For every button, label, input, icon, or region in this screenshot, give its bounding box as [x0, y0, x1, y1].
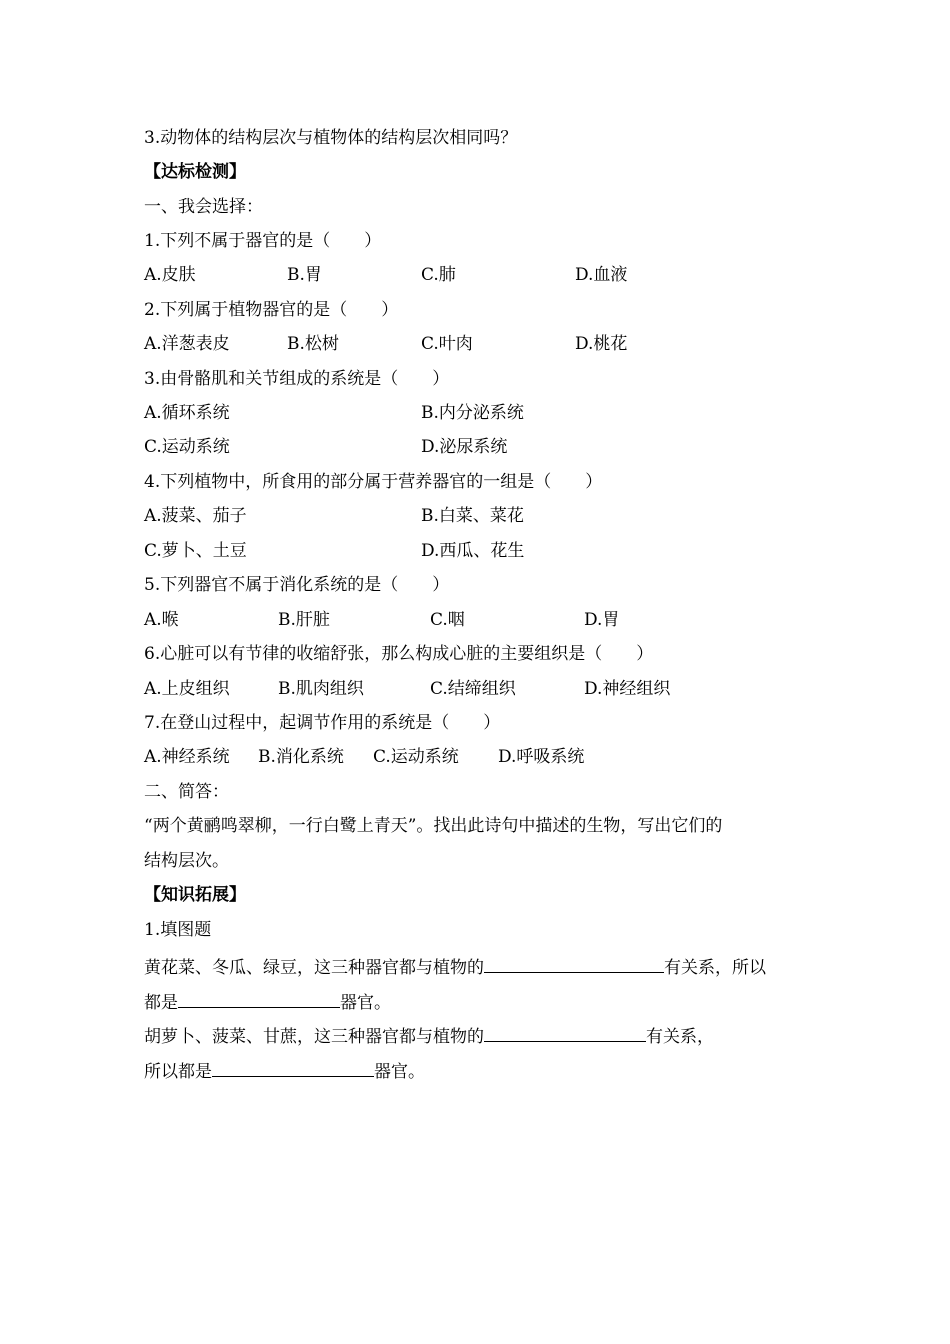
option-a: A.神经系统 [144, 747, 230, 767]
question-stem: 6.心脏可以有节律的收缩舒张，那么构成心脏的主要组织是（ ） [144, 644, 654, 664]
section-heading-test: 【达标检测】 [144, 162, 246, 182]
option-b: B.松树 [287, 334, 339, 354]
question-stem: 1.下列不属于器官的是（ ） [144, 231, 382, 251]
fill-blank-2[interactable] [178, 989, 340, 1008]
option-d: D.西瓜、花生 [421, 541, 525, 561]
option-c: C.咽 [430, 610, 465, 630]
option-b: B.胃 [287, 265, 322, 285]
option-a: A.循环系统 [144, 403, 230, 423]
option-a: A.上皮组织 [144, 679, 230, 699]
intro-question: 3.动物体的结构层次与植物体的结构层次相同吗？ [144, 128, 518, 148]
option-d: D.神经组织 [584, 679, 671, 699]
question-stem: 7.在登山过程中，起调节作用的系统是（ ） [144, 713, 501, 733]
option-d: D.泌尿系统 [421, 437, 508, 457]
fill-blank-4[interactable] [212, 1058, 374, 1077]
part2-title: 二、简答： [144, 782, 229, 802]
option-a: A.喉 [144, 610, 179, 630]
fill-sentence-2 [144, 1023, 714, 1047]
option-c: C.运动系统 [144, 437, 230, 457]
fill-text: 胡萝卜、菠菜、甘蔗，这三种器官都与植物的 [144, 1027, 484, 1047]
option-a: A.皮肤 [144, 265, 196, 285]
fill-sentence-1 [144, 954, 766, 978]
option-d: D.胃 [584, 610, 620, 630]
fill-text: 有关系， [646, 1027, 714, 1047]
option-c: C.运动系统 [373, 747, 459, 767]
part1-title: 一、我会选择： [144, 197, 263, 217]
fill-text: 黄花菜、冬瓜、绿豆，这三种器官都与植物的 [144, 958, 484, 978]
option-d: D.血液 [575, 265, 628, 285]
fill-text: 器官。 [340, 993, 391, 1013]
option-a: A.洋葱表皮 [144, 334, 230, 354]
fill-blank-3[interactable] [484, 1023, 646, 1042]
question-stem: 3.由骨骼肌和关节组成的系统是（ ） [144, 369, 450, 389]
option-d: D.桃花 [575, 334, 628, 354]
fill-title: 1.填图题 [144, 920, 212, 940]
option-b: B.肝脏 [278, 610, 330, 630]
option-c: C.结缔组织 [430, 679, 516, 699]
fill-blank-1[interactable] [484, 954, 664, 973]
fill-text: 器官。 [374, 1062, 425, 1082]
short-answer-line1: “两个黄鹂鸣翠柳，一行白鹭上青天”。找出此诗句中描述的生物，写出它们的 [144, 816, 723, 836]
option-c: C.叶肉 [421, 334, 473, 354]
option-c: C.肺 [421, 265, 456, 285]
fill-sentence-2-cont [144, 1058, 425, 1082]
option-a: A.菠菜、茄子 [144, 506, 247, 526]
short-answer-line2: 结构层次。 [144, 851, 229, 871]
option-d: D.呼吸系统 [498, 747, 585, 767]
section-heading-ext: 【知识拓展】 [144, 885, 246, 905]
question-stem: 4.下列植物中，所食用的部分属于营养器官的一组是（ ） [144, 472, 603, 492]
option-b: B.肌肉组织 [278, 679, 364, 699]
fill-text: 都是 [144, 993, 178, 1013]
question-stem: 2.下列属于植物器官的是（ ） [144, 300, 399, 320]
fill-sentence-1-cont [144, 989, 391, 1013]
option-b: B.内分泌系统 [421, 403, 524, 423]
fill-text: 有关系，所以 [664, 958, 766, 978]
option-b: B.白菜、菜花 [421, 506, 524, 526]
option-c: C.萝卜、土豆 [144, 541, 247, 561]
option-b: B.消化系统 [258, 747, 344, 767]
fill-text: 所以都是 [144, 1062, 212, 1082]
question-stem: 5.下列器官不属于消化系统的是（ ） [144, 575, 450, 595]
